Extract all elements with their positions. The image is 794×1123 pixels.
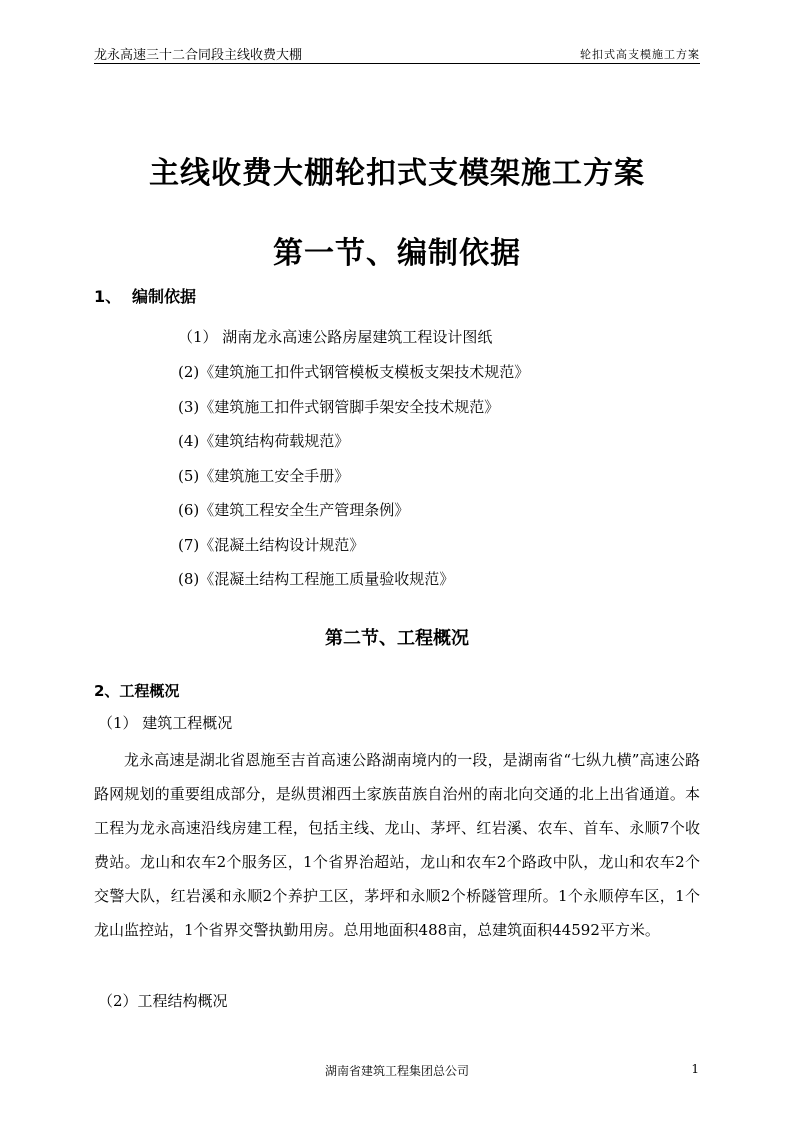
reference-item: (3)《建筑施工扣件式钢管脚手架安全技术规范》	[178, 398, 500, 416]
reference-item: (2)《建筑施工扣件式钢管模板支模板支架技术规范》	[178, 363, 530, 381]
item-1-title: 编制依据	[132, 287, 197, 306]
header-rule	[94, 63, 700, 64]
footer-company: 湖南省建筑工程集团总公司	[324, 1064, 469, 1078]
document-title: 主线收费大棚轮扣式支模架施工方案	[149, 156, 645, 191]
item-2-heading: 2、工程概况	[94, 682, 180, 700]
reference-item: (6)《建筑工程安全生产管理条例》	[178, 501, 410, 519]
reference-item: （1） 湖南龙永高速公路房屋建筑工程设计图纸	[178, 328, 493, 346]
reference-item: (4)《建筑结构荷载规范》	[178, 432, 350, 450]
reference-item: (8)《混凝土结构工程施工质量验收规范》	[178, 570, 455, 588]
subsection-structure-overview: （2）工程结构概况	[98, 992, 228, 1010]
item-1-number: 1、	[94, 287, 122, 306]
reference-item: (5)《建筑施工安全手册》	[178, 467, 350, 485]
page-number: 1	[691, 1062, 699, 1076]
section-1-heading: 第一节、编制依据	[273, 236, 521, 271]
header-left: 龙永高速三十二合同段主线收费大棚	[94, 48, 303, 63]
item-1-heading	[94, 284, 196, 307]
header-right: 轮扣式高支模施工方案	[580, 48, 700, 61]
section-2-heading: 第二节、工程概况	[325, 628, 469, 649]
reference-item: (7)《混凝土结构设计规范》	[178, 536, 365, 554]
project-overview-paragraph: 龙永高速是湖北省恩施至吉首高速公路湖南境内的一段，是湖南省“七纵九横”高速公路路网规划的重要组成部分，是纵贯湘西土家族苗族自治州的南北向交通的北上出省通道。本工程为龙永高速沿线房建工程，包括主线、龙山、茅坪、红岩溪、农车、首车、永顺7个收费站。龙山和农车2个服务区，1个省界治超站，龙山和农车2个路政中队，龙山和农车2个交警大队，红岩溪和永顺2个养护工区，茅坪和永顺2个桥隧管理所。1个永顺停车区，1个龙山监控站，1个省界交警执勤用房。总用地面积488亩，总建筑面积44592平方米。	[94, 751, 700, 939]
subsection-building-overview: （1） 建筑工程概况	[98, 714, 233, 732]
